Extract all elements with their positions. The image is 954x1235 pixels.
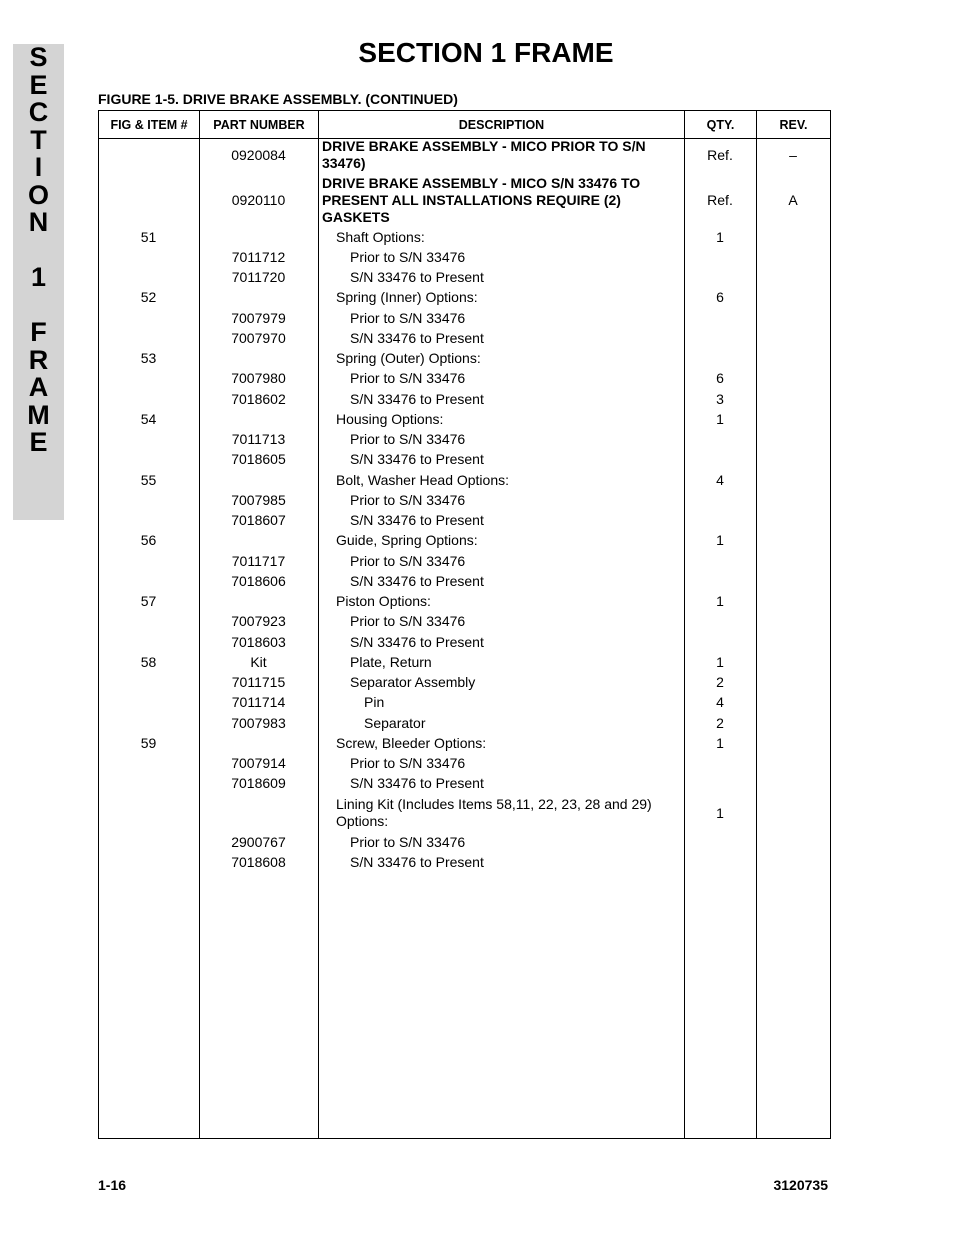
description-cell: Plate, Return (350, 653, 432, 670)
part-number-cell: 7011712 (231, 248, 286, 265)
part-number-cell: 7011715 (231, 674, 286, 691)
header-part-number: PART NUMBER (200, 111, 319, 139)
table-row (98, 592, 830, 612)
part-number-cell: Kit (250, 653, 267, 670)
description-cell: DRIVE BRAKE ASSEMBLY - MICO PRIOR TO S/N 33476) (322, 138, 646, 171)
table-body (98, 137, 830, 873)
qty-cell: 3 (716, 390, 724, 407)
qty-cell: 1 (716, 228, 724, 245)
fig-item-cell: 55 (140, 471, 157, 488)
fig-item-cell: 53 (140, 350, 157, 367)
table-row (98, 852, 830, 872)
table-row (98, 511, 830, 531)
table-row (98, 389, 830, 409)
rev-cell: – (789, 146, 797, 163)
table-row (98, 409, 830, 429)
description-cell: S/N 33476 to Present (350, 512, 484, 529)
table-row (98, 137, 830, 173)
part-number-cell: 7007970 (231, 329, 286, 346)
part-number-cell: 7011717 (231, 552, 286, 569)
table-row (98, 652, 830, 672)
qty-cell: 1 (716, 734, 724, 751)
qty-cell: Ref. (707, 191, 733, 208)
table-row (98, 693, 830, 713)
part-number-cell: 7007985 (231, 491, 286, 508)
side-tab-letter: O (27, 179, 49, 210)
description-cell: Prior to S/N 33476 (350, 833, 466, 850)
description-cell: S/N 33476 to Present (350, 775, 484, 792)
description-cell: Separator Assembly (350, 674, 476, 691)
table-row (98, 328, 830, 348)
description-cell: Spring (Inner) Options: (336, 289, 478, 306)
description-cell: Bolt, Washer Head Options: (336, 471, 510, 488)
description-cell: S/N 33476 to Present (350, 853, 484, 870)
part-number-cell: 7007923 (231, 613, 286, 630)
qty-cell: 1 (716, 653, 724, 670)
qty-cell: 2 (716, 714, 724, 731)
rev-cell: A (788, 191, 798, 208)
side-tab-letter: T (30, 124, 47, 155)
table-row (98, 247, 830, 267)
qty-cell: 1 (716, 410, 724, 427)
qty-cell: 6 (716, 289, 724, 306)
description-cell: Prior to S/N 33476 (350, 491, 466, 508)
table-row (98, 308, 830, 328)
description-cell: Housing Options: (336, 410, 444, 427)
table-row (98, 227, 830, 247)
table-row (98, 794, 830, 832)
table-row (98, 430, 830, 450)
side-tab-gap (13, 237, 64, 265)
side-tab-letter: 1 (30, 262, 47, 292)
table-row (98, 349, 830, 369)
section-side-tab (13, 44, 64, 520)
description-cell: Prior to S/N 33476 (350, 431, 466, 448)
table-row (98, 551, 830, 571)
part-number-cell: 7007980 (231, 370, 286, 387)
description-cell: S/N 33476 to Present (350, 633, 484, 650)
table-row (98, 470, 830, 490)
side-tab-letter: C (28, 97, 49, 127)
part-number-cell: 7018606 (231, 572, 286, 589)
table-row (98, 754, 830, 774)
document-number: 3120735 (773, 1177, 828, 1193)
description-cell: Separator (364, 714, 426, 731)
header-fig-item: FIG & ITEM # (99, 111, 200, 139)
table-row (98, 268, 830, 288)
part-number-cell: 7018602 (231, 390, 286, 407)
part-number-cell: 7007979 (231, 309, 286, 326)
table-row (98, 632, 830, 652)
qty-cell: 6 (716, 370, 724, 387)
part-number-cell: 7007914 (231, 755, 286, 772)
side-tab-letter: A (28, 372, 49, 402)
fig-item-cell: 54 (140, 410, 157, 427)
description-cell: DRIVE BRAKE ASSEMBLY - MICO S/N 33476 TO PRESENT ALL INSTALLATIONS REQUIRE (2) GASKETS (322, 174, 641, 225)
description-cell: S/N 33476 to Present (350, 269, 484, 286)
part-number-cell: 7018608 (231, 853, 286, 870)
table-row (98, 612, 830, 632)
side-tab-letter: F (30, 317, 47, 347)
qty-cell: 4 (716, 694, 724, 711)
table-row (98, 173, 830, 227)
part-number-cell: 7018607 (231, 512, 286, 529)
description-cell: Prior to S/N 33476 (350, 309, 466, 326)
side-tab-letter: M (27, 399, 50, 430)
description-cell: Prior to S/N 33476 (350, 248, 466, 265)
table-row (98, 713, 830, 733)
side-tab-letter: E (29, 427, 48, 457)
table-row (98, 774, 830, 794)
description-cell: S/N 33476 to Present (350, 572, 484, 589)
description-cell: Piston Options: (336, 593, 431, 610)
fig-item-cell: 52 (140, 289, 157, 306)
description-cell: Prior to S/N 33476 (350, 552, 466, 569)
table-row (98, 450, 830, 470)
table-row (98, 571, 830, 591)
fig-item-cell: 51 (140, 228, 157, 245)
qty-cell: 2 (716, 674, 724, 691)
description-cell: Prior to S/N 33476 (350, 370, 466, 387)
table-header-row (99, 111, 831, 139)
header-rev: REV. (757, 111, 831, 139)
qty-cell: 1 (716, 593, 724, 610)
part-number-cell: 0920110 (231, 191, 286, 208)
side-tab-letter: E (29, 69, 48, 100)
fig-item-cell: 58 (140, 653, 157, 670)
part-number-cell: 7018609 (231, 775, 286, 792)
table-row (98, 288, 830, 308)
description-cell: S/N 33476 to Present (350, 451, 484, 468)
qty-cell: Ref. (707, 146, 733, 163)
description-cell: Screw, Bleeder Options: (336, 734, 487, 751)
table-row (98, 531, 830, 551)
part-number-cell: 7018605 (231, 451, 286, 468)
table-row (98, 369, 830, 389)
part-number-cell: 7011720 (231, 269, 286, 286)
description-cell: Guide, Spring Options: (336, 532, 478, 549)
fig-item-cell: 57 (140, 593, 157, 610)
part-number-cell: 7011714 (231, 694, 286, 711)
qty-cell: 1 (716, 532, 724, 549)
part-number-cell: 7007983 (231, 714, 286, 731)
description-cell: S/N 33476 to Present (350, 329, 484, 346)
description-cell: Prior to S/N 33476 (350, 755, 466, 772)
side-tab-letter: S (29, 42, 48, 72)
side-tab-letter: I (34, 152, 43, 182)
side-tab-gap (13, 292, 64, 320)
side-tab-letter: N (28, 207, 49, 237)
description-cell: Lining Kit (Includes Items 58,11, 22, 23, 28 and 29) Options: (336, 796, 652, 829)
description-cell: Pin (364, 694, 385, 711)
part-number-cell: 7018603 (231, 633, 286, 650)
table-row (98, 832, 830, 852)
figure-title: FIGURE 1-5. DRIVE BRAKE ASSEMBLY. (CONTINUED) (98, 91, 458, 107)
qty-cell: 4 (716, 471, 724, 488)
header-qty: QTY. (685, 111, 757, 139)
side-tab-letter: R (28, 344, 49, 375)
qty-cell: 1 (716, 804, 724, 821)
fig-item-cell: 56 (140, 532, 157, 549)
page-number: 1-16 (98, 1177, 127, 1193)
description-cell: Shaft Options: (336, 228, 425, 245)
table-row (98, 490, 830, 510)
table-row (98, 673, 830, 693)
part-number-cell: 2900767 (231, 833, 286, 850)
part-number-cell: 0920084 (231, 146, 286, 163)
part-number-cell: 7011713 (231, 431, 286, 448)
fig-item-cell: 59 (140, 734, 157, 751)
page-title: SECTION 1 FRAME (358, 37, 614, 68)
table-row (98, 733, 830, 753)
description-cell: Spring (Outer) Options: (336, 350, 481, 367)
header-description: DESCRIPTION (319, 111, 685, 139)
description-cell: Prior to S/N 33476 (350, 613, 466, 630)
description-cell: S/N 33476 to Present (350, 390, 484, 407)
